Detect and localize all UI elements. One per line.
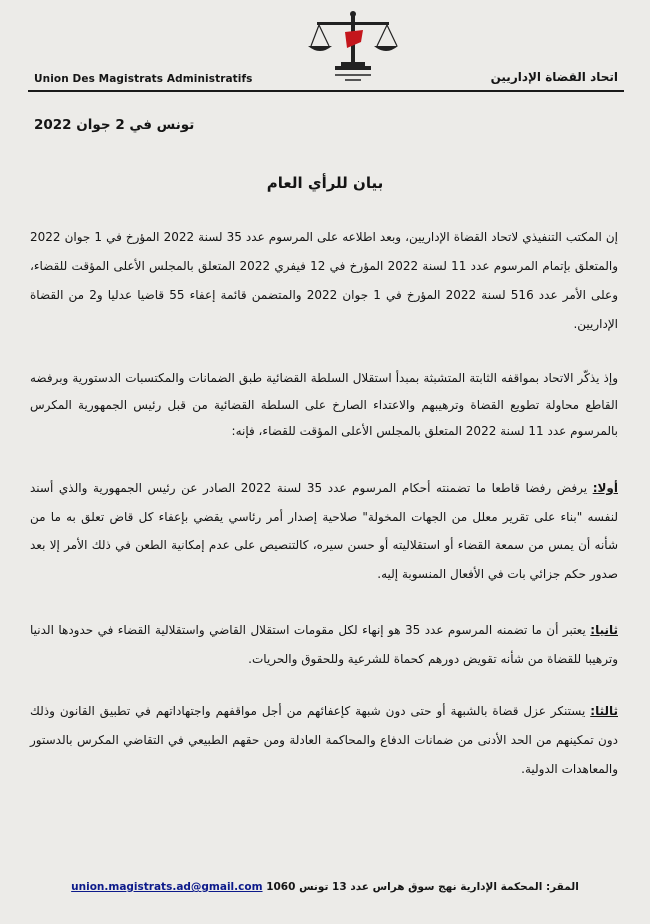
paragraph-intro: إن المكتب التنفيذي لاتحاد القضاة الإداريين، وبعد اطلاعه على المرسوم عدد 35 لسنة 2022 المؤرخ في 1 جوان 2022 والمتعلق بإتمام المرسوم عدد 11 لسنة 2022 المؤرخ في 12 فيفري 2022 المتعلق بالمجلس الأعلى المؤقت للقضاء، وعلى الأمر عدد 516 لسنة 2022 المؤرخ في 1 جوان 2022 والمتضمن قائمة إعفاء 55 قاضيا عدليا و2 من القضاة الإداريين. [30,230,619,331]
point-label-first: أولا: [592,481,618,495]
point-label-third: ثالثا: [590,704,618,718]
scales-of-justice-icon [305,8,401,86]
footer-address: المقر: المحكمة الإدارية نهج سوق هراس عدد 13 تونس 1060 [266,881,579,893]
point-text-first: يرفض رفضا قاطعا ما تضمنته أحكام المرسوم عدد 35 لسنة 2022 الصادر عن رئيس الجمهورية والذي أسند لنفسه "بناء على تقرير معلل من الجهات المخولة" صلاحية إصدار أمر رئاسي يقضي بإعفاء كل قاض تعلق به ما من شأنه أن يمس من سمعة القضاء أو استقلاليته أو حسن سيره، كالتنصيص على عدم إمكانية الطعن في ذلك الأمر إلا بعد صدور حكم جزائي بات في الأفعال المنسوبة إليه. [30,481,618,581]
footer [0,881,650,893]
paragraph-second-point [30,616,618,673]
org-name-french: Union Des Magistrats Administratifs [34,73,253,85]
footer-email-link[interactable]: union.magistrats.ad@gmail.com [71,881,263,893]
point-text-second: يعتبر أن ما تضمنه المرسوم عدد 35 هو إنهاء لكل مقومات استقلال القاضي واستقلالية القضاء في حدودها الدنيا وترهيبا للقضاة من شأنه تقويض دورهم كحماة للشرعية وللحقوق والحريات. [30,623,618,666]
point-label-second: ثانيا: [590,623,618,637]
page-title: بيان للرأي العام [266,174,384,192]
paragraph-reminder: وإذ يذكّر الاتحاد بمواقفه الثابتة المتشبثة بمبدأ استقلال السلطة القضائية طبق الضمانات والمكتسبات الدستورية وبرفضه القاطع محاولة تطويع القضاة وترهيبهم والاعتداء الصارخ على السلطة القضائية من قبل رئيس الجمهورية المكرس بالمرسوم عدد 11 لسنة 2022 المتعلق بالمجلس الأعلى المؤقت للقضاء، فإنه: [30,371,618,438]
date-line: تونس في 2 جوان 2022 [34,117,195,133]
paragraph-first-point [30,474,618,588]
point-text-third: يستنكر عزل قضاة بالشبهة أو حتى دون شبهة كإعفائهم من أجل مواقفهم واجتهاداتهم في تطبيق القانون وذلك دون تمكينهم من الحد الأدنى من ضمانات الدفاع والمحاكمة العادلة ومن حقهم الطبيعي في التقاضي المكرس بالدستور والمعاهدات الدولية. [30,704,618,776]
header-divider [28,90,624,92]
org-name-arabic: اتحاد القضاة الإداريين [490,70,618,84]
paragraph-third-point [30,697,618,784]
